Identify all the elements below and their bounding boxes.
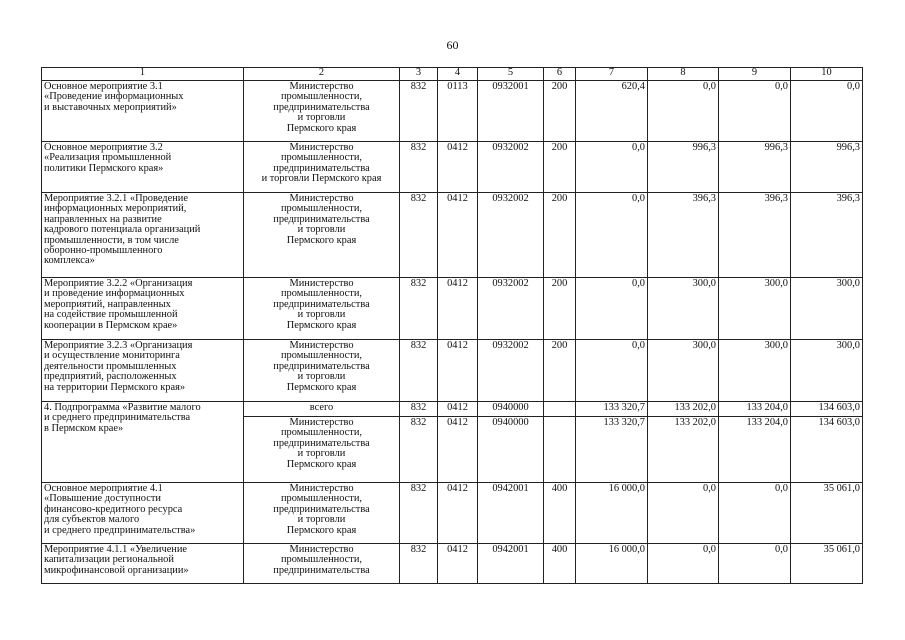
code-section: 0113 (438, 81, 478, 142)
executor: Министерство промышленности, предпринимательства и торговли Пермского края (244, 417, 400, 483)
code-target: 0932002 (478, 340, 544, 402)
code-section: 0412 (438, 483, 478, 544)
code-target: 0932001 (478, 81, 544, 142)
activity-name: Мероприятие 4.1.1 «Увеличение капитализации региональной микрофинансовой организации» (42, 544, 244, 584)
amount: 996,3 (648, 142, 719, 193)
header-row (42, 68, 863, 81)
code-grbs: 832 (400, 340, 438, 402)
amount: 133 204,0 (719, 402, 791, 417)
code-target: 0942001 (478, 483, 544, 544)
code-grbs: 832 (400, 417, 438, 483)
code-target: 0940000 (478, 417, 544, 483)
table-row (42, 193, 863, 278)
code-section: 0412 (438, 340, 478, 402)
amount: 0,0 (648, 544, 719, 584)
budget-table (41, 67, 863, 584)
amount: 133 202,0 (648, 402, 719, 417)
header-cell: 9 (719, 68, 791, 81)
header-cell: 3 (400, 68, 438, 81)
code-grbs: 832 (400, 402, 438, 417)
amount: 35 061,0 (791, 483, 863, 544)
amount: 996,3 (791, 142, 863, 193)
code-section: 0412 (438, 193, 478, 278)
code-expense-type: 200 (544, 142, 576, 193)
executor: Министерство промышленности, предпринимательства и торговли Пермского края (244, 278, 400, 340)
table-row (42, 81, 863, 142)
amount: 134 603,0 (791, 417, 863, 483)
table-row (42, 278, 863, 340)
code-grbs: 832 (400, 483, 438, 544)
header-cell: 2 (244, 68, 400, 81)
code-target: 0940000 (478, 402, 544, 417)
executor: Министерство промышленности, предпринимательства (244, 544, 400, 584)
page-number: 60 (446, 38, 459, 52)
table-row (42, 544, 863, 584)
activity-name: Основное мероприятие 3.1 «Проведение информационных и выставочных мероприятий» (42, 81, 244, 142)
activity-name: Основное мероприятие 3.2 «Реализация промышленной политики Пермского края» (42, 142, 244, 193)
amount: 300,0 (719, 278, 791, 340)
code-section: 0412 (438, 278, 478, 340)
amount: 133 202,0 (648, 417, 719, 483)
code-target: 0932002 (478, 142, 544, 193)
executor: Министерство промышленности, предпринимательства и торговли Пермского края (244, 193, 400, 278)
amount: 300,0 (791, 340, 863, 402)
subprogram-name: 4. Подпрограмма «Развитие малого и среднего предпринимательства в Пермском крае» (42, 402, 244, 483)
code-section: 0412 (438, 544, 478, 584)
code-expense-type (544, 402, 576, 417)
activity-name: Мероприятие 3.2.3 «Организация и осуществление мониторинга деятельности промышленных предприятий, расположенных на территории Пермского края» (42, 340, 244, 402)
header-cell: 1 (42, 68, 244, 81)
amount: 396,3 (791, 193, 863, 278)
header-cell: 10 (791, 68, 863, 81)
code-section: 0412 (438, 142, 478, 193)
code-target: 0942001 (478, 544, 544, 584)
amount: 0,0 (576, 340, 648, 402)
amount: 300,0 (648, 340, 719, 402)
code-section: 0412 (438, 402, 478, 417)
code-target: 0932002 (478, 193, 544, 278)
amount: 0,0 (719, 544, 791, 584)
header-cell: 6 (544, 68, 576, 81)
header-cell: 4 (438, 68, 478, 81)
code-expense-type: 200 (544, 81, 576, 142)
amount: 300,0 (791, 278, 863, 340)
code-expense-type: 200 (544, 193, 576, 278)
activity-name: Мероприятие 3.2.2 «Организация и проведение информационных мероприятий, направленных на содействие промышленной кооперации в Пермском крае» (42, 278, 244, 340)
header-cell: 8 (648, 68, 719, 81)
code-grbs: 832 (400, 142, 438, 193)
amount: 0,0 (719, 81, 791, 142)
amount: 396,3 (719, 193, 791, 278)
amount: 0,0 (576, 193, 648, 278)
amount: 396,3 (648, 193, 719, 278)
code-expense-type: 400 (544, 544, 576, 584)
activity-name: Основное мероприятие 4.1 «Повышение доступности финансово-кредитного ресурса для субъектов малого и среднего предпринимательства» (42, 483, 244, 544)
executor: всего (244, 402, 400, 417)
table-row (42, 340, 863, 402)
code-grbs: 832 (400, 193, 438, 278)
header-cell: 5 (478, 68, 544, 81)
code-section: 0412 (438, 417, 478, 483)
executor: Министерство промышленности, предпринимательства и торговли Пермского края (244, 142, 400, 193)
code-expense-type: 200 (544, 340, 576, 402)
amount: 134 603,0 (791, 402, 863, 417)
table-row (42, 142, 863, 193)
amount: 996,3 (719, 142, 791, 193)
executor: Министерство промышленности, предпринимательства и торговли Пермского края (244, 483, 400, 544)
table-row (42, 483, 863, 544)
amount: 16 000,0 (576, 483, 648, 544)
code-expense-type (544, 417, 576, 483)
amount: 620,4 (576, 81, 648, 142)
amount: 133 320,7 (576, 402, 648, 417)
header-cell: 7 (576, 68, 648, 81)
amount: 0,0 (791, 81, 863, 142)
code-expense-type: 200 (544, 278, 576, 340)
code-target: 0932002 (478, 278, 544, 340)
amount: 133 204,0 (719, 417, 791, 483)
code-expense-type: 400 (544, 483, 576, 544)
executor: Министерство промышленности, предпринимательства и торговли Пермского края (244, 81, 400, 142)
amount: 0,0 (648, 483, 719, 544)
executor: Министерство промышленности, предпринимательства и торговли Пермского края (244, 340, 400, 402)
amount: 0,0 (576, 278, 648, 340)
amount: 16 000,0 (576, 544, 648, 584)
code-grbs: 832 (400, 278, 438, 340)
amount: 0,0 (719, 483, 791, 544)
code-grbs: 832 (400, 81, 438, 142)
amount: 0,0 (648, 81, 719, 142)
code-grbs: 832 (400, 544, 438, 584)
amount: 0,0 (576, 142, 648, 193)
amount: 35 061,0 (791, 544, 863, 584)
subprogram-total-row (42, 402, 863, 417)
activity-name: Мероприятие 3.2.1 «Проведение информационных мероприятий, направленных на развитие кадрового потенциала организаций промышленности, в том числе оборонно-промышленного комплекса» (42, 193, 244, 278)
amount: 133 320,7 (576, 417, 648, 483)
amount: 300,0 (648, 278, 719, 340)
amount: 300,0 (719, 340, 791, 402)
